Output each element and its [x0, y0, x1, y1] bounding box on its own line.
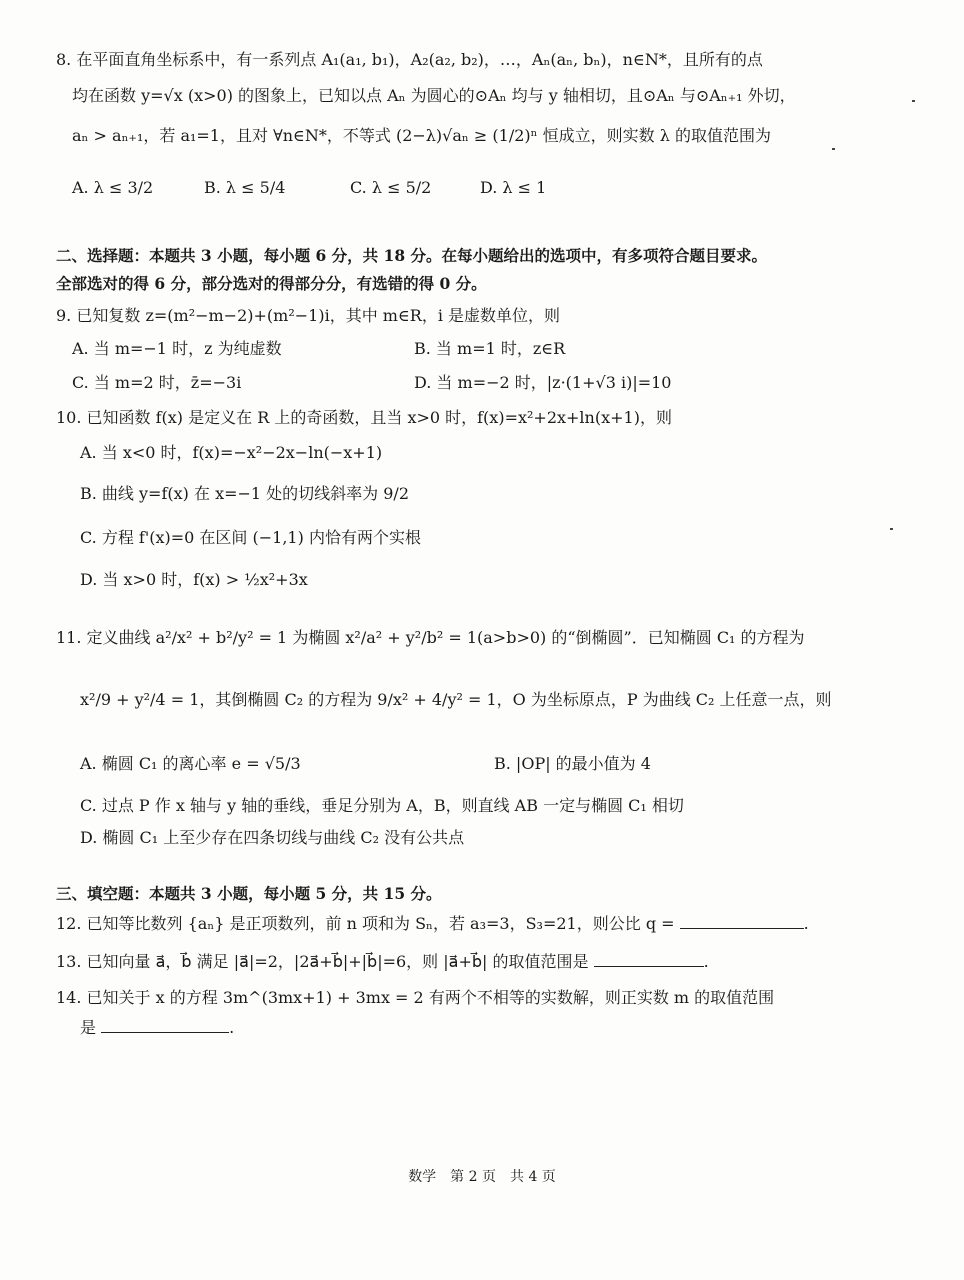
q8-line-3: aₙ > aₙ₊₁，若 a₁=1，且对 ∀n∈N*，不等式 (2−λ)√aₙ ≥ (1/2)ⁿ 恒成立，则实数 λ 的取值范围为 [72, 126, 771, 145]
q9-stem: 9. 已知复数 z=(m²−m−2)+(m²−1)i，其中 m∈R，i 是虚数单位，则 [56, 306, 561, 325]
q14-line-1: 14. 已知关于 x 的方程 3m^(3mx+1) + 3mx = 2 有两个不相等的实数解，则正实数 m 的取值范围 [56, 988, 775, 1007]
q13-period: . [703, 952, 709, 971]
q11-option-d: D. 椭圆 C₁ 上至少存在四条切线与曲线 C₂ 没有公共点 [80, 828, 465, 847]
q12-period: . [803, 914, 809, 933]
q14-answer-blank[interactable] [101, 1016, 229, 1033]
q10-option-d: D. 当 x>0 时，f(x) > ½x²+3x [80, 570, 308, 589]
q12-line [56, 912, 809, 936]
q14-line-2 [80, 1016, 234, 1040]
q11-line-2: x²/9 + y²/4 = 1，其倒椭圆 C₂ 的方程为 9/x² + 4/y² = 1，O 为坐标原点，P 为曲线 C₂ 上任意一点，则 [80, 690, 832, 709]
scan-speck [832, 148, 835, 150]
section-2-header-line-1: 二、选择题：本题共 3 小题，每小题 6 分，共 18 分。在每小题给出的选项中，有多项符合题目要求。 [56, 246, 768, 265]
q11-line-1: 11. 定义曲线 a²/x² + b²/y² = 1 为椭圆 x²/a² + y²/b² = 1(a>b>0) 的“倒椭圆”．已知椭圆 C₁ 的方程为 [56, 628, 805, 647]
scan-speck [912, 100, 915, 102]
q11-option-a: A. 椭圆 C₁ 的离心率 e = √5/3 [80, 754, 301, 773]
q8-option-a: A. λ ≤ 3/2 [72, 178, 154, 197]
q8-option-c: C. λ ≤ 5/2 [350, 178, 432, 197]
q8-line-2: 均在函数 y=√x (x>0) 的图象上，已知以点 Aₙ 为圆心的⊙Aₙ 均与 y 轴相切，且⊙Aₙ 与⊙Aₙ₊₁ 外切， [72, 86, 796, 105]
q9-option-b: B. 当 m=1 时，z∈R [414, 339, 566, 358]
q13-text: 13. 已知向量 a⃗，b⃗ 满足 |a⃗|=2，|2a⃗+b⃗|+|b⃗|=6，则 |a⃗+b⃗| 的取值范围是 [56, 952, 589, 971]
q8-option-d: D. λ ≤ 1 [480, 178, 547, 197]
q10-stem: 10. 已知函数 f(x) 是定义在 R 上的奇函数，且当 x>0 时，f(x)=x²+2x+ln(x+1)，则 [56, 408, 672, 427]
section-3-header: 三、填空题：本题共 3 小题，每小题 5 分，共 15 分。 [56, 884, 442, 903]
q10-option-b: B. 曲线 y=f(x) 在 x=−1 处的切线斜率为 9/2 [80, 484, 410, 503]
q10-option-c: C. 方程 f'(x)=0 在区间 (−1,1) 内恰有两个实根 [80, 528, 421, 547]
section-2-header-line-2: 全部选对的得 6 分，部分选对的得部分分，有选错的得 0 分。 [56, 274, 487, 293]
q12-answer-blank[interactable] [680, 912, 804, 929]
scan-speck [890, 528, 893, 530]
q14-period: . [229, 1018, 235, 1037]
q11-option-c: C. 过点 P 作 x 轴与 y 轴的垂线，垂足分别为 A，B，则直线 AB 一定与椭圆 C₁ 相切 [80, 796, 684, 815]
q8-line-1: 8. 在平面直角坐标系中，有一系列点 A₁(a₁, b₁)，A₂(a₂, b₂)，…，Aₙ(aₙ, bₙ)，n∈N*，且所有的点 [56, 50, 763, 69]
q13-line [56, 950, 709, 974]
q9-option-a: A. 当 m=−1 时，z 为纯虚数 [72, 339, 282, 358]
page-footer: 数学 第 2 页 共 4 页 [408, 1169, 556, 1185]
q8-option-b: B. λ ≤ 5/4 [204, 178, 286, 197]
q14-text-2: 是 [80, 1018, 97, 1037]
q12-text: 12. 已知等比数列 {aₙ} 是正项数列，前 n 项和为 Sₙ，若 a₃=3，S₃=21，则公比 q = [56, 914, 675, 933]
q9-option-d: D. 当 m=−2 时，|z·(1+√3 i)|=10 [414, 373, 672, 392]
q9-option-c: C. 当 m=2 时，z̄=−3i [72, 373, 242, 392]
q11-option-b: B. |OP| 的最小值为 4 [494, 754, 651, 773]
q10-option-a: A. 当 x<0 时，f(x)=−x²−2x−ln(−x+1) [80, 443, 383, 462]
q13-answer-blank[interactable] [594, 950, 704, 967]
